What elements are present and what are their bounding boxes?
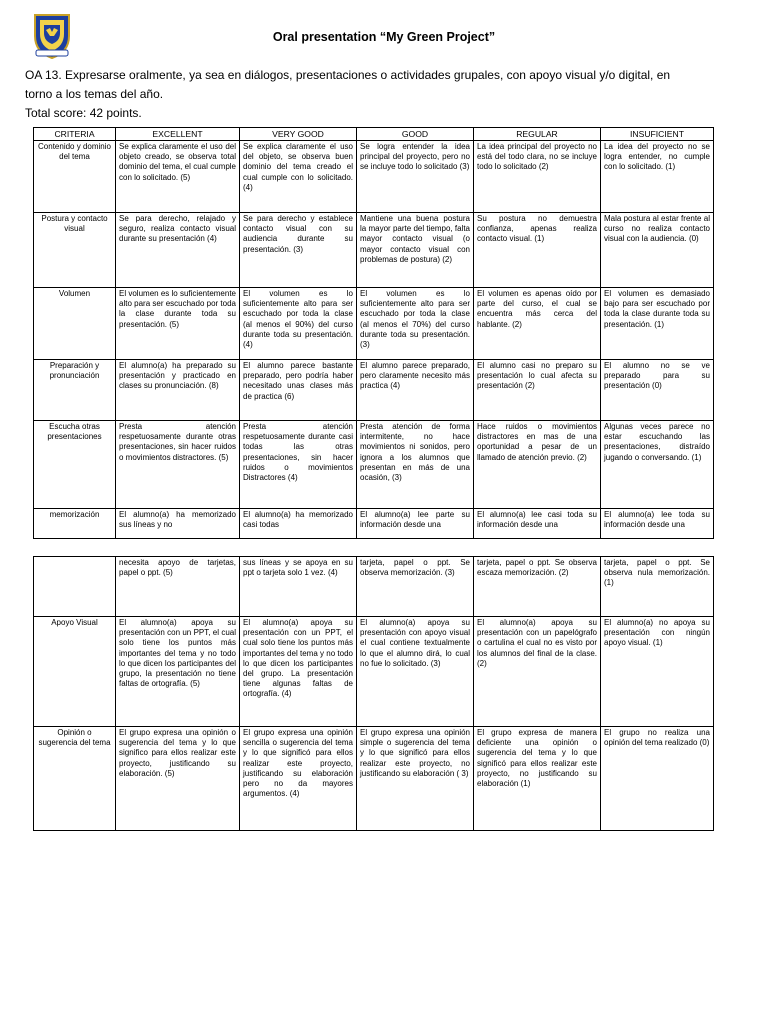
regular-cell: El alumno(a) apoya su presentación con un papelógrafo o cartulina el cual no es visto por los alumnos del final de la clase. (2) (474, 617, 601, 727)
table-row (34, 727, 714, 831)
very-good-cell: Se explica claramente el uso del objeto, se observa buen dominio del tema creado el cual cumple con lo solicitado. (4) (240, 141, 357, 213)
criteria-cell: memorización (34, 509, 116, 539)
insuficient-cell: Algunas veces parece no estar escuchando las presentaciones, distraído jugando o conversando. (1) (601, 421, 714, 509)
excellent-cell: El alumno(a) ha preparado su presentación y practicado en clases su pronunciación. (8) (116, 360, 240, 421)
insuficient-cell: El alumno no se ve preparado para su presentación (0) (601, 360, 714, 421)
excellent-cell: El volumen es lo suficientemente alto para ser escuchado por toda la clase durante toda su presentación. (5) (116, 288, 240, 360)
regular-cell: tarjeta, papel o ppt. Se observa escaza memorización. (2) (474, 557, 601, 617)
excellent-cell: El alumno(a) ha memorizado sus líneas y no (116, 509, 240, 539)
regular-cell: La idea principal del proyecto no está del todo clara, no se incluye todo lo solicitado (2) (474, 141, 601, 213)
insuficient-cell: El alumno(a) lee toda su información desde una (601, 509, 714, 539)
total-score: Total score: 42 points. (25, 106, 142, 120)
good-cell: Mantiene una buena postura la mayor parte del tiempo, falta mayor contacto visual (o mayor contacto visual con problemas de postura) (2) (357, 213, 474, 288)
very-good-cell: El volumen es lo suficientemente alto para ser escuchado por toda la clase (al menos el 90%) del curso durante toda su presentación. (4) (240, 288, 357, 360)
header-regular: REGULAR (474, 128, 601, 141)
excellent-cell: Presta atención respetuosamente durante otras presentaciones, sin hacer ruidos o movimientos distractores. (5) (116, 421, 240, 509)
very-good-cell: Presta atención respetuosamente durante casi todas las otras presentaciones, sin hacer ruidos o movimientos Distractores (4) (240, 421, 357, 509)
table-row (34, 213, 714, 288)
intro-block (25, 66, 725, 123)
objective-line-1: OA 13. Expresarse oralmente, ya sea en diálogos, presentaciones o actividades grupales, con apoyo visual y/o digital, en (25, 68, 671, 82)
excellent-cell: necesita apoyo de tarjetas, papel o ppt. (5) (116, 557, 240, 617)
header-good: GOOD (357, 128, 474, 141)
regular-cell: El alumno(a) lee casi toda su información desde una (474, 509, 601, 539)
regular-cell: El grupo expresa de manera deficiente una opinión o sugerencia del tema y lo que significó para ellos realizar este proyecto, no justificando su elaboración (1) (474, 727, 601, 831)
header-criteria: CRITERIA (34, 128, 116, 141)
criteria-cell: Preparación y pronunciación (34, 360, 116, 421)
good-cell: Presta atención de forma intermitente, no hace movimientos ni sonidos, pero ignora a los alumnos que presentan en más de una ocasión, (3) (357, 421, 474, 509)
header-excellent: EXCELLENT (116, 128, 240, 141)
good-cell: El volumen es lo suficientemente alto para ser escuchado por toda la clase (al menos el 70%) del curso durante toda su presentación. (3) (357, 288, 474, 360)
criteria-cell: Postura y contacto visual (34, 213, 116, 288)
table-row (34, 360, 714, 421)
header-very-good: VERY GOOD (240, 128, 357, 141)
objective-line-2: torno a los temas del año. (25, 87, 164, 101)
table-row (34, 141, 714, 213)
table-row (34, 557, 714, 617)
good-cell: El alumno(a) apoya su presentación con apoyo visual el cual contiene textualmente lo que el alumno dirá, lo cual no fue lo solicitado. (3) (357, 617, 474, 727)
insuficient-cell: Mala postura al estar frente al curso no realiza contacto visual con la audiencia. (0) (601, 213, 714, 288)
criteria-cell: Escucha otras presentaciones (34, 421, 116, 509)
very-good-cell: El alumno parece bastante preparado, pero podría haber necesitado unas clases más de practica (6) (240, 360, 357, 421)
table-row (34, 509, 714, 539)
table-header-row (34, 128, 714, 141)
table-row (34, 288, 714, 360)
insuficient-cell: El grupo no realiza una opinión del tema realizado (0) (601, 727, 714, 831)
criteria-cell (34, 557, 116, 617)
rubric-table-page-1 (33, 127, 714, 539)
regular-cell: El volumen es apenas oído por parte del curso, el cual se encuentra más cerca del hablante. (2) (474, 288, 601, 360)
table-row (34, 421, 714, 509)
insuficient-cell: El alumno(a) no apoya su presentación con ningún apoyo visual. (1) (601, 617, 714, 727)
criteria-cell: Apoyo Visual (34, 617, 116, 727)
table-row (34, 617, 714, 727)
insuficient-cell: La idea del proyecto no se logra entender, no cumple con lo solicitado. (1) (601, 141, 714, 213)
good-cell: tarjeta, papel o ppt. Se observa memorización. (3) (357, 557, 474, 617)
regular-cell: Hace ruidos o movimientos distractores en mas de una oportunidad a pesar de un llamado de atención previo. (2) (474, 421, 601, 509)
excellent-cell: El grupo expresa una opinión o sugerencia del tema y lo que significo para ellos realizar este proyecto, justificando su elaboración. (5) (116, 727, 240, 831)
regular-cell: Su postura no demuestra confianza, apenas realiza contacto visual. (1) (474, 213, 601, 288)
criteria-cell: Opinión o sugerencia del tema (34, 727, 116, 831)
excellent-cell: Se para derecho, relajado y seguro, realiza contacto visual durante su presentación (4) (116, 213, 240, 288)
excellent-cell: El alumno(a) apoya su presentación con un PPT, el cual solo tiene los puntos más importantes del tema y no todo lo que dicen los participantes del grupo, la presentación no tiene faltas de ortografía. (5) (116, 617, 240, 727)
regular-cell: El alumno casi no preparo su presentación lo cual afecta su presentación (2) (474, 360, 601, 421)
very-good-cell: Se para derecho y establece contacto visual con su audiencia durante su presentación. (3) (240, 213, 357, 288)
good-cell: El grupo expresa una opinión simple o sugerencia del tema y lo que significó para ellos realizar este proyecto, no justificando su elaboración ( 3) (357, 727, 474, 831)
header-insuficient: INSUFICIENT (601, 128, 714, 141)
excellent-cell: Se explica claramente el uso del objeto creado, se observa total dominio del tema, el cual cumple con lo solicitado. (5) (116, 141, 240, 213)
insuficient-cell: El volumen es demasiado bajo para ser escuchado por toda la clase durante toda su presentación. (1) (601, 288, 714, 360)
very-good-cell: El alumno(a) apoya su presentación con un PPT, el cual solo tiene los puntos más importantes del tema y no todo lo que dicen los participantes del grupo. La presentación tiene algunas faltas de ortografía. (4) (240, 617, 357, 727)
good-cell: El alumno parece preparado, pero claramente necesito más practica (4) (357, 360, 474, 421)
very-good-cell: El alumno(a) ha memorizado casi todas (240, 509, 357, 539)
criteria-cell: Volumen (34, 288, 116, 360)
rubric-table-page-2 (33, 556, 714, 831)
good-cell: El alumno(a) lee parte su información desde una (357, 509, 474, 539)
criteria-cell: Contenido y dominio del tema (34, 141, 116, 213)
very-good-cell: sus líneas y se apoya en su ppt o tarjeta solo 1 vez. (4) (240, 557, 357, 617)
document-title: Oral presentation “My Green Project” (272, 30, 496, 44)
insuficient-cell: tarjeta, papel o ppt. Se observa nula memorización. (1) (601, 557, 714, 617)
very-good-cell: El grupo expresa una opinión sencilla o sugerencia del tema y lo que significó para ellos realizar este proyecto, justificando su elaboración pero no da mayores argumentos. (4) (240, 727, 357, 831)
good-cell: Se logra entender la idea principal del proyecto, pero no se incluye todo lo solicitado (3) (357, 141, 474, 213)
